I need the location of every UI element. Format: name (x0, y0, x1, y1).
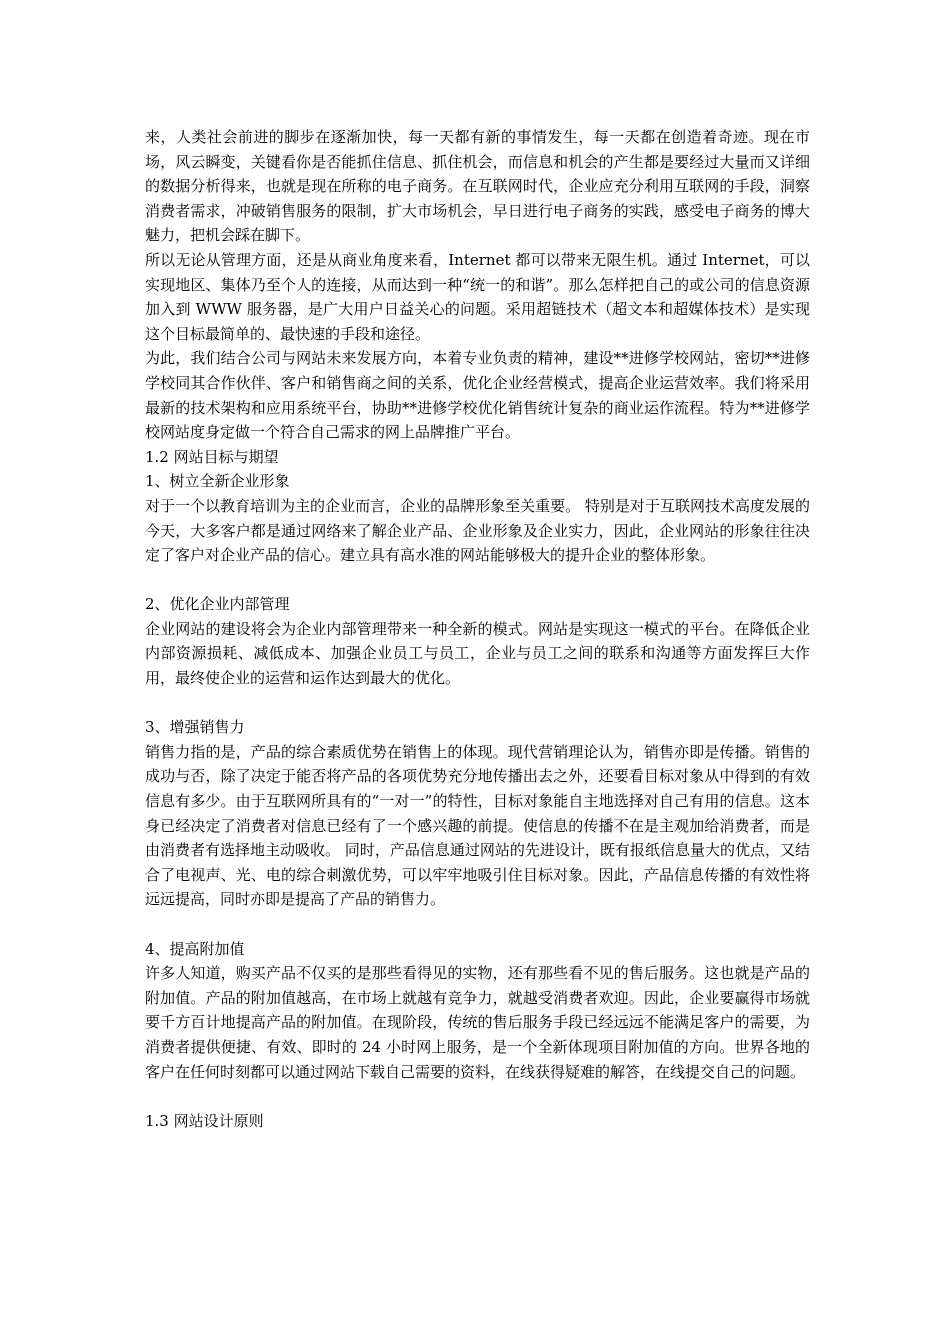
paragraph-sales-power: 销售力指的是，产品的综合素质优势在销售上的体现。现代营销理论认为，销售亦即是传播。销售的成功与否，除了决定于能否将产品的各项优势充分地传播出去之外，还要看目标对象从中得到的有效信息有多少。由于互联网所具有的“一对一”的特性，目标对象能自主地选择对自己有用的信息。这本身已经决定了消费者对信息已经有了一个感兴趣的前提。使信息的传播不在是主观加给消费者，而是由消费者有选择地主动吸收。 同时，产品信息通过网站的先进设计，既有报纸信息量大的优点，又结合了电视声、光、电的综合刺激优势，可以牢牢地吸引住目标对象。因此，产品信息传播的有效性将远远提高，同时亦即是提高了产品的销售力。 (145, 742, 810, 909)
paragraph-internet: 所以无论从管理方面，还是从商业角度来看，Internet 都可以带来无限生机。通过 Internet，可以实现地区、集体乃至个人的连接，从而达到一种“统一的和谐”。那么怎样把自己的或公司的信息资源加入到 WWW 服务器，是广大用户日益关心的问题。采用超链技术（超文本和超媒体技术）是实现这个目标最简单的、最快速的手段和途径。 (145, 250, 810, 343)
subheading-3: 3、增强销售力 (145, 718, 245, 737)
blank-line (145, 912, 810, 937)
paragraph-brand-image: 对于一个以教育培训为主的企业而言，企业的品牌形象至关重要。 特别是对于互联网技术高度发展的今天，大多客户都是通过网络来了解企业产品、企业形象及企业实力，因此，企业网站的形象往往决定了客户对企业产品的信心。建立具有高水准的网站能够极大的提升企业的整体形象。 (145, 496, 810, 565)
document-body (145, 125, 810, 1133)
section-heading-1-3: 1.3 网站设计原则 (145, 1111, 264, 1130)
subheading-1: 1、树立全新企业形象 (145, 472, 290, 491)
section-heading-1-2: 1.2 网站目标与期望 (145, 447, 279, 466)
subheading-4: 4、提高附加值 (145, 939, 245, 958)
blank-line (145, 691, 810, 716)
paragraph-school-website: 为此，我们结合公司与网站未来发展方向，本着专业负责的精神，建设**进修学校网站，密切**进修学校同其合作伙伴、客户和销售商之间的关系，优化企业经营模式，提高企业运营效率。我们将采用最新的技术架构和应用系统平台，协助**进修学校优化销售统计复杂的商业运作流程。特为**进修学校网站度身定做一个符合自己需求的网上品牌推广平台。 (145, 349, 810, 442)
paragraph-internal-management: 企业网站的建设将会为企业内部管理带来一种全新的模式。网站是实现这一模式的平台。在降低企业内部资源损耗、减低成本、加强企业员工与员工，企业与员工之间的联系和沟通等方面发挥巨大作用，最终使企业的运营和运作达到最大的优化。 (145, 619, 810, 688)
paragraph-added-value: 许多人知道，购买产品不仅买的是那些看得见的实物，还有那些看不见的售后服务。这也就是产品的附加值。产品的附加值越高，在市场上就越有竞争力，就越受消费者欢迎。因此，企业要赢得市场就要千方百计地提高产品的附加值。在现阶段，传统的售后服务手段已经远远不能满足客户的需要，为消费者提供便捷、有效、即时的 24 小时网上服务，是一个全新体现项目附加值的方向。世界各地的客户在任何时刻都可以通过网站下载自己需要的资料，在线获得疑难的解答，在线提交自己的问题。 (145, 964, 810, 1081)
blank-line (145, 568, 810, 593)
subheading-2: 2、优化企业内部管理 (145, 595, 290, 614)
paragraph-intro: 来，人类社会前进的脚步在逐渐加快，每一天都有新的事情发生，每一天都在创造着奇迹。现在市场，风云瞬变，关键看你是否能抓住信息、抓住机会，而信息和机会的产生都是要经过大量而又详细的数据分析得来，也就是现在所称的电子商务。在互联网时代，企业应充分利用互联网的手段，洞察消费者需求，冲破销售服务的限制，扩大市场机会，早日进行电子商务的实践，感受电子商务的博大魅力，把机会踩在脚下。 (145, 128, 810, 245)
blank-line (145, 1084, 810, 1109)
